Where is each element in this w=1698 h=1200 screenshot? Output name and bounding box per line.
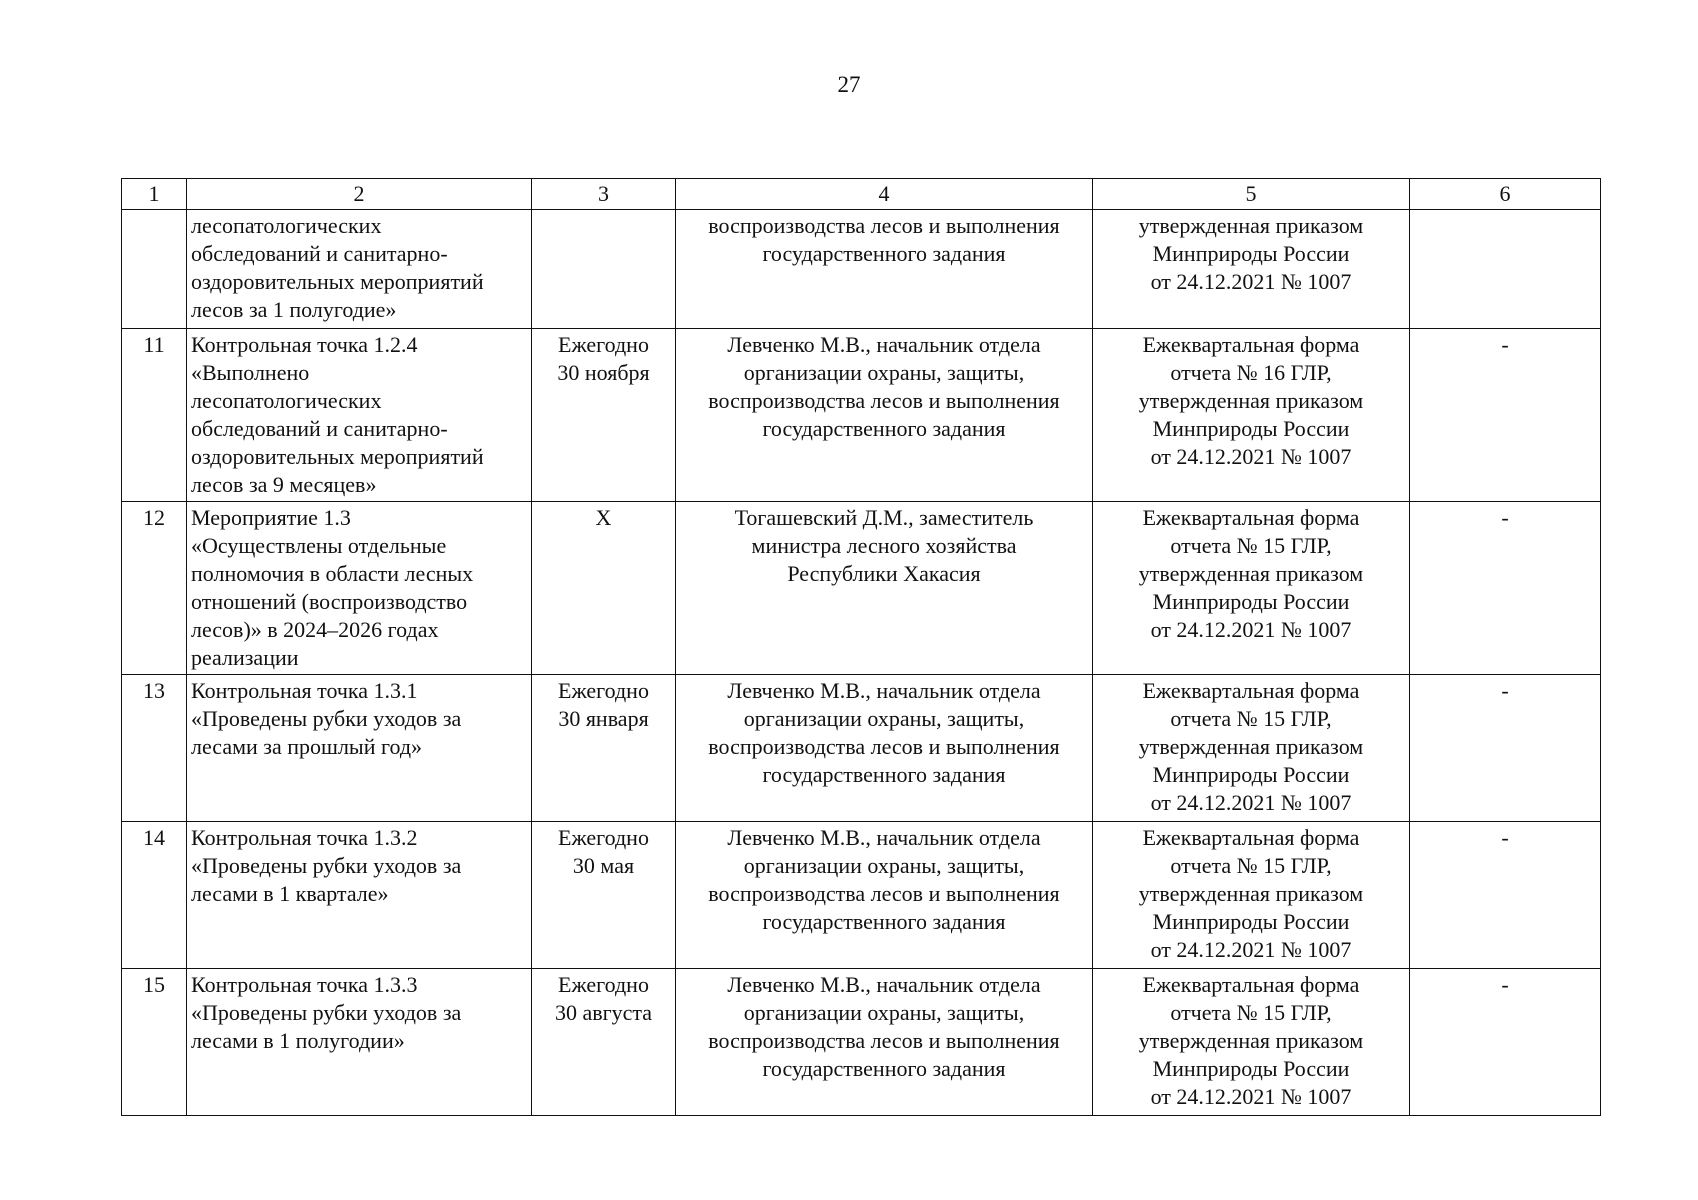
event-name-cell — [187, 822, 532, 969]
document-cell — [1093, 210, 1410, 329]
cell-line: Ежеквартальная форма — [1142, 825, 1360, 850]
cell-line: Контрольная точка 1.3.2 — [191, 825, 418, 850]
cell-line: отчета № 15 ГЛР, — [1170, 853, 1332, 878]
column-header: 4 — [676, 179, 1093, 210]
cell-line: «Осуществлены отдельные — [191, 533, 447, 558]
cell-line: 30 января — [558, 706, 649, 731]
table-row — [122, 210, 1601, 329]
cell-line: утвержденная приказом — [1138, 213, 1364, 238]
row-number — [122, 210, 187, 329]
cell-line: обследований и санитарно- — [191, 241, 448, 266]
row-number: 12 — [122, 502, 187, 675]
cell-line: лесов за 1 полугодие» — [191, 297, 397, 322]
cell-line: Ежеквартальная форма — [1142, 505, 1360, 530]
cell-line: Тогашевский Д.М., заместитель — [734, 505, 1034, 530]
cell-line: Минприроды России — [1152, 241, 1350, 266]
column-header: 1 — [122, 179, 187, 210]
cell-line: Левченко М.В., начальник отдела — [727, 972, 1041, 997]
table-row — [122, 822, 1601, 969]
cell-line: лесов)» в 2024–2026 годах — [191, 617, 439, 642]
document-cell — [1093, 675, 1410, 822]
cell-line: Республики Хакасия — [787, 561, 981, 586]
cell-line: от 24.12.2021 № 1007 — [1150, 269, 1352, 294]
document-cell — [1093, 969, 1410, 1116]
cell-line: утвержденная приказом — [1138, 734, 1364, 759]
cell-line: государственного задания — [762, 762, 1006, 787]
cell-line: утвержденная приказом — [1138, 1028, 1364, 1053]
cell-line: отчета № 15 ГЛР, — [1170, 706, 1332, 731]
cell-line: отчета № 15 ГЛР, — [1170, 533, 1332, 558]
row-number: 11 — [122, 329, 187, 502]
responsible-cell — [676, 675, 1093, 822]
cell-line: воспроизводства лесов и выполнения — [708, 734, 1060, 759]
cell-line: Минприроды России — [1152, 762, 1350, 787]
row-number: 15 — [122, 969, 187, 1116]
deadline-cell — [532, 822, 676, 969]
cell-line: от 24.12.2021 № 1007 — [1150, 790, 1352, 815]
table-row — [122, 969, 1601, 1116]
cell-line: 30 мая — [572, 853, 635, 878]
note-cell — [1410, 210, 1601, 329]
cell-line: реализации — [191, 645, 299, 670]
cell-line: «Проведены рубки уходов за — [191, 1000, 462, 1025]
cell-line: утвержденная приказом — [1138, 561, 1364, 586]
cell-line: организации охраны, защиты, — [743, 1000, 1025, 1025]
cell-line: воспроизводства лесов и выполнения — [708, 881, 1060, 906]
responsible-cell — [676, 969, 1093, 1116]
cell-line: отчета № 15 ГЛР, — [1170, 1000, 1332, 1025]
cell-line: Мероприятие 1.3 — [191, 505, 351, 530]
document-cell — [1093, 822, 1410, 969]
column-header: 3 — [532, 179, 676, 210]
cell-line: оздоровительных мероприятий — [191, 269, 484, 294]
cell-line: лесами в 1 квартале» — [191, 881, 389, 906]
cell-line: Минприроды России — [1152, 416, 1350, 441]
cell-line: Минприроды России — [1152, 589, 1350, 614]
responsible-cell — [676, 329, 1093, 502]
cell-line: «Проведены рубки уходов за — [191, 706, 462, 731]
event-name-cell — [187, 329, 532, 502]
cell-line: государственного задания — [762, 416, 1006, 441]
cell-line: Левченко М.В., начальник отдела — [727, 825, 1041, 850]
cell-line: воспроизводства лесов и выполнения — [708, 388, 1060, 413]
cell-line: от 24.12.2021 № 1007 — [1150, 937, 1352, 962]
cell-line: организации охраны, защиты, — [743, 853, 1025, 878]
cell-line: Минприроды России — [1152, 909, 1350, 934]
cell-line: лесов за 9 месяцев» — [191, 472, 377, 497]
deadline-cell — [532, 210, 676, 329]
cell-line: лесами в 1 полугодии» — [191, 1028, 405, 1053]
event-name-cell — [187, 502, 532, 675]
cell-line: лесами за прошлый год» — [191, 734, 423, 759]
column-header: 2 — [187, 179, 532, 210]
table-header-row — [122, 179, 1601, 210]
responsible-cell — [676, 502, 1093, 675]
note-cell: - — [1410, 502, 1601, 675]
cell-line: Левченко М.В., начальник отдела — [727, 678, 1041, 703]
table-row — [122, 329, 1601, 502]
cell-line: утвержденная приказом — [1138, 881, 1364, 906]
cell-line: организации охраны, защиты, — [743, 360, 1025, 385]
cell-line: лесопатологических — [191, 388, 382, 413]
column-header: 6 — [1410, 179, 1601, 210]
page-number: 27 — [837, 72, 861, 97]
cell-line: обследований и санитарно- — [191, 416, 448, 441]
cell-line: утвержденная приказом — [1138, 388, 1364, 413]
cell-line: от 24.12.2021 № 1007 — [1150, 617, 1352, 642]
cell-line: Ежеквартальная форма — [1142, 332, 1360, 357]
deadline-cell — [532, 969, 676, 1116]
cell-line: воспроизводства лесов и выполнения — [708, 1028, 1060, 1053]
deadline-cell — [532, 329, 676, 502]
document-cell — [1093, 502, 1410, 675]
cell-line: Ежеквартальная форма — [1142, 678, 1360, 703]
cell-line: Ежегодно — [558, 825, 649, 850]
cell-line: Ежеквартальная форма — [1142, 972, 1360, 997]
cell-line: Ежегодно — [558, 678, 649, 703]
document-cell — [1093, 329, 1410, 502]
row-number: 13 — [122, 675, 187, 822]
cell-line: оздоровительных мероприятий — [191, 444, 484, 469]
table-row — [122, 502, 1601, 675]
note-cell: - — [1410, 675, 1601, 822]
cell-line: лесопатологических — [191, 213, 382, 238]
cell-line: 30 ноября — [557, 360, 650, 385]
cell-line: Контрольная точка 1.2.4 — [191, 332, 418, 357]
cell-line: воспроизводства лесов и выполнения — [708, 213, 1060, 238]
cell-line: X — [595, 505, 612, 530]
cell-line: Минприроды России — [1152, 1056, 1350, 1081]
note-cell: - — [1410, 329, 1601, 502]
cell-line: от 24.12.2021 № 1007 — [1150, 444, 1352, 469]
deadline-cell — [532, 675, 676, 822]
cell-line: государственного задания — [762, 241, 1006, 266]
cell-line: Левченко М.В., начальник отдела — [727, 332, 1041, 357]
cell-line: Ежегодно — [558, 332, 649, 357]
cell-line: полномочия в области лесных — [191, 561, 474, 586]
cell-line: министра лесного хозяйства — [751, 533, 1017, 558]
responsible-cell — [676, 822, 1093, 969]
document-table — [121, 178, 1601, 1116]
cell-line: Контрольная точка 1.3.1 — [191, 678, 418, 703]
note-cell: - — [1410, 822, 1601, 969]
cell-line: организации охраны, защиты, — [743, 706, 1025, 731]
note-cell: - — [1410, 969, 1601, 1116]
event-name-cell — [187, 210, 532, 329]
cell-line: Контрольная точка 1.3.3 — [191, 972, 418, 997]
cell-line: государственного задания — [762, 1056, 1006, 1081]
deadline-cell — [532, 502, 676, 675]
cell-line: от 24.12.2021 № 1007 — [1150, 1084, 1352, 1109]
event-name-cell — [187, 969, 532, 1116]
cell-line: «Выполнено — [191, 360, 310, 385]
cell-line: отчета № 16 ГЛР, — [1170, 360, 1332, 385]
responsible-cell — [676, 210, 1093, 329]
cell-line: 30 августа — [554, 1000, 653, 1025]
cell-line: отношений (воспроизводство — [191, 589, 468, 614]
cell-line: «Проведены рубки уходов за — [191, 853, 462, 878]
cell-line: Ежегодно — [558, 972, 649, 997]
column-header: 5 — [1093, 179, 1410, 210]
event-name-cell — [187, 675, 532, 822]
cell-line: государственного задания — [762, 909, 1006, 934]
table-row — [122, 675, 1601, 822]
row-number: 14 — [122, 822, 187, 969]
